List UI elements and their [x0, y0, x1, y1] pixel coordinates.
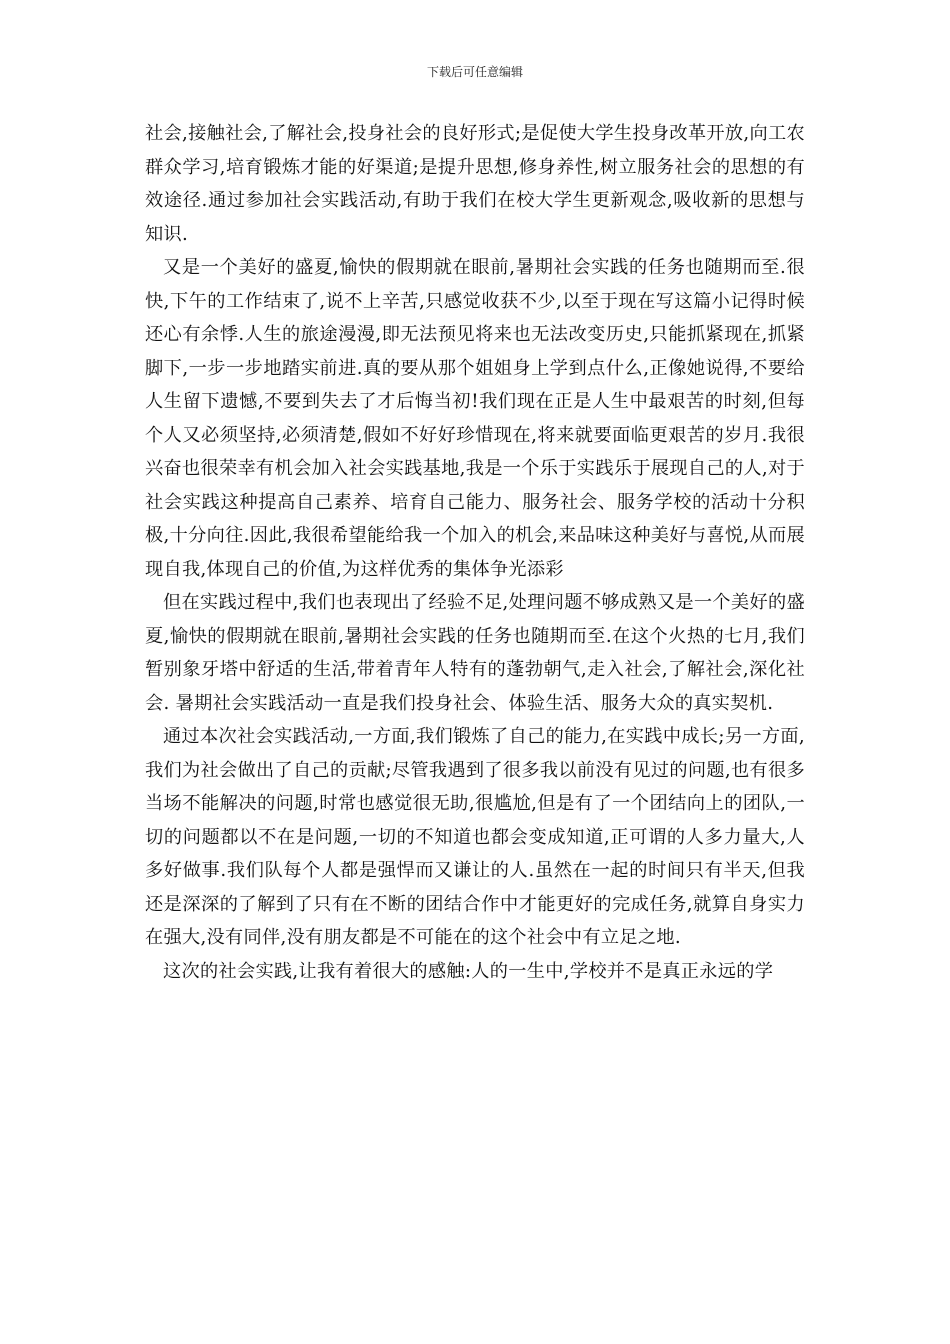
paragraph-2: 又是一个美好的盛夏,愉快的假期就在眼前,暑期社会实践的任务也随期而至.很快,下午的工作结束了,说不上辛苦,只感觉收获不少,以至于现在写这篇小记得时候还心有余悸.人生的旅途漫漫,即无法预见将来也无法改变历史,只能抓紧现在,抓紧脚下,一步一步地踏实前进.真的要从那个姐姐身上学到点什么,正像她说得,不要给人生留下遗憾,不要到失去了才后悔当初!我们现在正是人生中最艰苦的时刻,但每个人又必须坚持,必须清楚,假如不好好珍惜现在,将来就要面临更艰苦的岁月.我很兴奋也很荣幸有机会加入社会实践基地,我是一个乐于实践乐于展现自己的人,对于社会实践这种提高自己素养、培育自己能力、服务社会、服务学校的活动十分积极,十分向往.因此,我很希望能给我一个加入的机会,来品味这种美好与喜悦,从而展现自我,体现自己的价值,为这样优秀的集体争光添彩: [145, 257, 805, 580]
paragraph-4: 通过本次社会实践活动,一方面,我们锻炼了自己的能力,在实践中成长;另一方面,我们为社会做出了自己的贡献;尽管我遇到了很多我以前没有见过的问题,也有很多当场不能解决的问题,时常也感觉很无助,很尴尬,但是有了一个团结向上的团队,一切的问题都以不在是问题,一切的不知道也都会变成知道,正可谓的人多力量大,人多好做事.我们队每个人都是强悍而又谦让的人.虽然在一起的时间只有半天,但我还是深深的了解到了只有在不断的团结合作中才能更好的完成任务,就算自身实力在强大,没有同伴,没有朋友都是不可能在的这个社会中有立足之地.: [145, 726, 805, 948]
document-body: [145, 117, 805, 988]
page-header: 下载后可任意编辑: [426, 65, 523, 79]
paragraph-1: 社会,接触社会,了解社会,投身社会的良好形式;是促使大学生投身改革开放,向工农群众学习,培育锻炼才能的好渠道;是提升思想,修身养性,树立服务社会的思想的有效途径.通过参加社会实践活动,有助于我们在校大学生更新观念,吸收新的思想与知识.: [145, 123, 805, 245]
paragraph-3: 但在实践过程中,我们也表现出了经验不足,处理问题不够成熟又是一个美好的盛夏,愉快的假期就在眼前,暑期社会实践的任务也随期而至.在这个火热的七月,我们暂别象牙塔中舒适的生活,带着青年人特有的蓬勃朝气,走入社会,了解社会,深化社会. 暑期社会实践活动一直是我们投身社会、体验生活、服务大众的真实契机.: [145, 592, 805, 714]
paragraph-5: 这次的社会实践,让我有着很大的感触:人的一生中,学校并不是真正永远的学: [163, 960, 774, 982]
